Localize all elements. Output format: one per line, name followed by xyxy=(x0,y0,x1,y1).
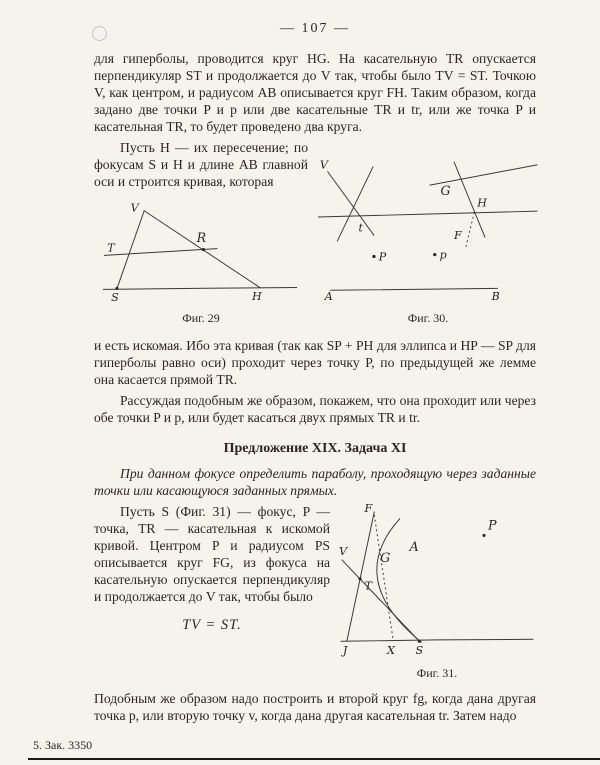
fig31-label-f: F xyxy=(364,503,373,515)
figure-31-drawing xyxy=(339,503,535,658)
fig30-lines xyxy=(318,162,537,290)
figure-31-caption: Фиг. 31. xyxy=(416,666,458,680)
right-column xyxy=(318,139,538,327)
fig30-label-h: H xyxy=(477,196,487,210)
fig30-label-g: G xyxy=(440,182,451,198)
fig29-label-h: H xyxy=(251,290,262,303)
stamp-mark xyxy=(92,26,107,41)
figure-30-drawing xyxy=(318,156,538,303)
fig31-label-v: V xyxy=(339,545,348,559)
fig29-label-v: V xyxy=(130,202,139,215)
figure-29-drawing xyxy=(101,202,301,303)
proposition-statement: При данном фокусе определить параболу, проходящую через заданные точки или касающуюся заданных прямых. xyxy=(94,466,536,498)
left-column xyxy=(94,139,308,327)
fig31-label-t: T xyxy=(364,579,372,593)
figure-29 xyxy=(94,202,308,327)
fig31-label-g: G xyxy=(380,550,391,566)
fig30-label-f: F xyxy=(454,229,462,243)
page-bottom-edge xyxy=(28,758,600,760)
fig29-label-r: R xyxy=(196,229,207,245)
figure-29-caption: Фиг. 29 xyxy=(182,311,220,325)
fig31-label-x: X xyxy=(387,644,396,657)
paragraph-similarly: Рассуждая подобным же образом, покажем, что она проходит или через обе точки P и p, или будет касаться двух прямых TR и tr. xyxy=(94,393,536,425)
paragraph-second-circle: Подобным же образом надо построить и второй круг fg, когда дана другая точка p, или вторую точку v, когда дана другая касательная tr. Затем надо xyxy=(94,691,536,723)
fig30-label-t: t xyxy=(358,221,363,235)
fig29-label-s: S xyxy=(111,291,119,303)
fig31-label-a: A xyxy=(409,540,419,556)
paragraph-hyperbola-construction: для гиперболы, проводится круг HG. На касательную TR опускается перпендикуляр ST и продолжается до V так, чтобы было TV = ST. Точкою V, как центром, и радиусом AB описывается круг FH. Таким образом, когда задано две точки P и p или две касательные TR и tr, или же точка P и касательная TR, то будет проведено два круга. xyxy=(94,51,536,134)
formula-tv-st: TV = ST. xyxy=(182,617,242,633)
fig30-label-b: B xyxy=(491,289,500,303)
paragraph-proof: и есть искомая. Ибо эта кривая (так как SP + PH для эллипса и HP — SP для гиперболы равно оси) проходит через точку P, по предыдущей же лемме она касается прямой TR. xyxy=(94,338,536,387)
fig31-label-s: S xyxy=(415,644,424,657)
fig31-label-j: J xyxy=(342,644,348,657)
fig30-dashed-line xyxy=(466,212,475,248)
left-column-2 xyxy=(94,503,330,682)
fig31-lines xyxy=(341,512,533,642)
paragraph-intersection: Пусть H — их пересечение; по фокусам S и H и длине AB главной оси и строится кривая, которая xyxy=(94,140,308,189)
printers-mark: 5. Зак. 3350 xyxy=(33,738,93,752)
fig30-label-p-lower: p xyxy=(439,248,447,262)
figure-30 xyxy=(318,156,538,327)
fig29-lines xyxy=(103,211,296,290)
fig30-label-v: V xyxy=(319,158,328,172)
figure-31-row xyxy=(94,503,536,682)
paragraph-parabola-construction: Пусть S (Фиг. 31) — фокус, P — точка, TR — касательная к искомой кривой. Центром P и радиусом PS описывается круг FG, из фокуса на касательную опускается перпендикуляр и продолжается до V так, чтобы было xyxy=(94,504,330,604)
proposition-heading: Предложение XIX. Задача XI xyxy=(223,441,407,456)
page-number: — 107 — xyxy=(280,21,350,36)
fig29-label-t: T xyxy=(107,241,115,255)
fig30-label-a: A xyxy=(324,289,333,303)
fig30-label-p-upper: P xyxy=(378,250,387,264)
fig31-label-p: P xyxy=(487,518,497,534)
figure-31 xyxy=(339,503,535,682)
figures-29-30-row xyxy=(94,139,536,327)
right-column-2 xyxy=(338,503,536,682)
figure-30-caption: Фиг. 30. xyxy=(407,311,449,325)
fig31-points xyxy=(359,534,486,643)
